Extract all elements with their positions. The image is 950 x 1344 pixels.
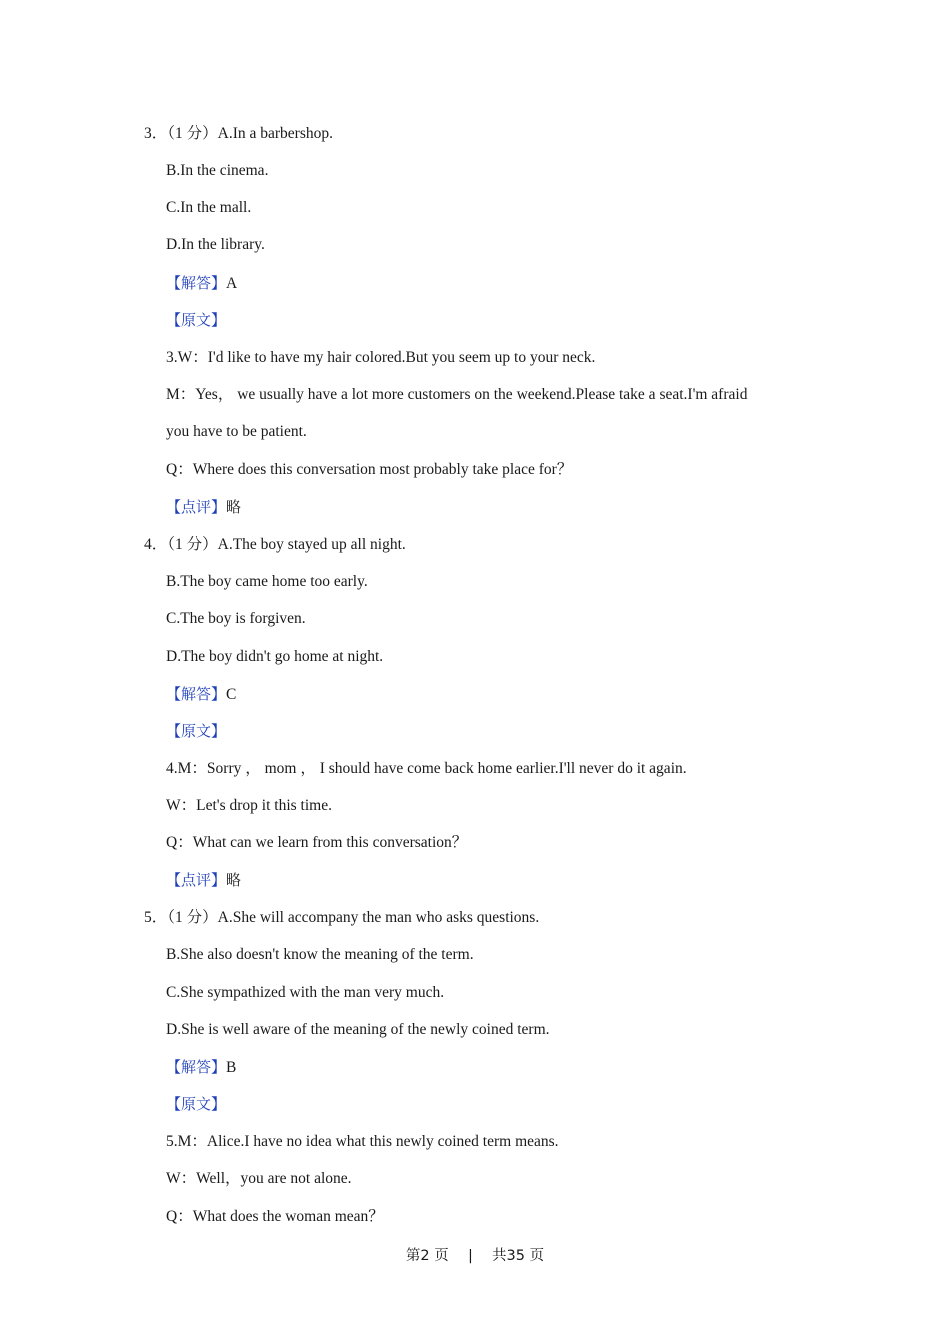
comment-tag: 【点评】 [166,871,227,889]
original-tag: 【原文】 [166,1095,227,1113]
page-footer [0,1244,950,1265]
option-a: A.In a barbershop. [217,125,333,142]
transcript-line: 3.W：I'd like to have my hair colored.But you seem up to your neck. [166,349,596,366]
comment-tag: 【点评】 [166,498,227,516]
answer-tag: 【解答】 [166,685,227,703]
option-c: C.The boy is forgiven. [166,610,306,627]
transcript-line: Q：What can we learn from this conversation？ [166,834,468,851]
comment-value: 略 [226,871,242,889]
transcript-line: 4.M：Sorry ， mom ， I should have come back home earlier.I'll never do it again. [166,760,687,777]
question-5-header: 5．（1 分）A.She will accompany the man who asks questions. [144,909,540,926]
transcript-line: M：Yes， we usually have a lot more customers on the weekend.Please take a seat.I'm afraid [166,386,748,403]
answer-value: C [226,686,237,703]
transcript-line: W：Well，you are not alone. [166,1170,352,1187]
transcript-line: Q：What does the woman mean？ [166,1208,384,1225]
option-a: A.She will accompany the man who asks questions. [217,909,540,926]
answer-tag: 【解答】 [166,1058,227,1076]
original-tag: 【原文】 [166,311,227,329]
original-tag-line [166,1094,226,1115]
option-c: C.In the mall. [166,199,252,216]
answer-value: B [226,1059,237,1076]
page-total: 共35 页 [492,1248,545,1264]
option-b: B.She also doesn't know the meaning of the term. [166,946,474,963]
comment-line [166,870,241,891]
original-tag-line [166,721,226,742]
option-b: B.The boy came home too early. [166,573,368,590]
page-number: 第2 页 [405,1248,449,1264]
question-3-header: 3．（1 分）A.In a barbershop. [144,125,333,142]
answer-tag: 【解答】 [166,274,227,292]
option-d: D.The boy didn't go home at night. [166,648,384,665]
option-b: B.In the cinema. [166,162,269,179]
original-tag: 【原文】 [166,722,227,740]
question-4-header: 4．（1 分）A.The boy stayed up all night. [144,536,406,553]
answer-line [166,1057,236,1078]
original-tag-line [166,310,226,331]
page-separator: | [467,1248,473,1264]
option-d: D.In the library. [166,236,265,253]
comment-line [166,497,241,518]
option-c: C.She sympathized with the man very much. [166,984,445,1001]
answer-line [166,273,237,294]
answer-value: A [226,275,238,292]
option-d: D.She is well aware of the meaning of the newly coined term. [166,1021,550,1038]
transcript-line: 5.M：Alice.I have no idea what this newly coined term means. [166,1133,559,1150]
comment-value: 略 [226,498,242,516]
answer-line [166,684,236,705]
transcript-line: Q：Where does this conversation most probably take place for？ [166,461,573,478]
option-a: A.The boy stayed up all night. [217,536,406,553]
transcript-line: W：Let's drop it this time. [166,797,332,814]
transcript-line: you have to be patient. [166,423,307,440]
